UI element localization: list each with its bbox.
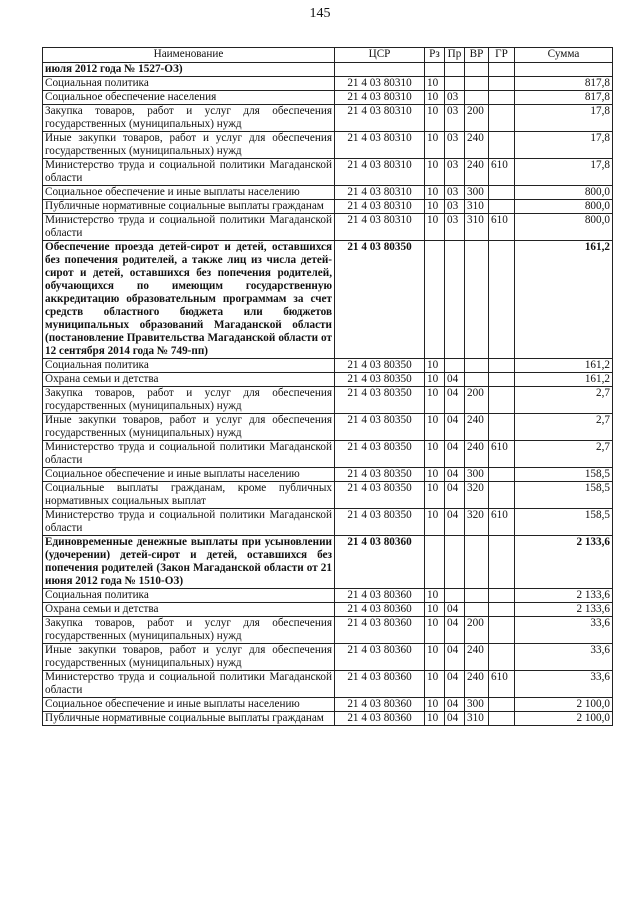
cell-pr: 03: [445, 186, 465, 200]
cell-rz: 10: [425, 214, 445, 241]
cell-vr: 300: [465, 698, 489, 712]
cell-name: Публичные нормативные социальные выплаты гражданам: [43, 200, 335, 214]
cell-csr: 21 4 03 80310: [335, 77, 425, 91]
cell-pr: 04: [445, 387, 465, 414]
cell-sum: 800,0: [515, 200, 613, 214]
cell-vr: 300: [465, 468, 489, 482]
table-row: [43, 536, 613, 589]
budget-table: [42, 47, 613, 726]
cell-gr: [489, 482, 515, 509]
cell-pr: 03: [445, 159, 465, 186]
cell-gr: [489, 77, 515, 91]
cell-name: Иные закупки товаров, работ и услуг для обеспечения государственных (муниципальных) нужд: [43, 644, 335, 671]
cell-pr: [445, 77, 465, 91]
cell-rz: 10: [425, 441, 445, 468]
table-row: [43, 482, 613, 509]
table-row: [43, 414, 613, 441]
table-row: [43, 698, 613, 712]
cell-rz: 10: [425, 468, 445, 482]
cell-csr: 21 4 03 80350: [335, 441, 425, 468]
cell-vr: 320: [465, 482, 489, 509]
cell-pr: 03: [445, 200, 465, 214]
table-row: [43, 617, 613, 644]
cell-pr: [445, 359, 465, 373]
table-row: [43, 132, 613, 159]
cell-vr: [465, 63, 489, 77]
cell-gr: 610: [489, 214, 515, 241]
table-row: [43, 186, 613, 200]
cell-rz: 10: [425, 132, 445, 159]
cell-sum: 2 100,0: [515, 698, 613, 712]
cell-csr: 21 4 03 80360: [335, 712, 425, 726]
cell-vr: 200: [465, 387, 489, 414]
cell-rz: 10: [425, 712, 445, 726]
cell-gr: [489, 468, 515, 482]
table-row: [43, 712, 613, 726]
cell-gr: [489, 105, 515, 132]
cell-csr: 21 4 03 80350: [335, 241, 425, 359]
cell-gr: 610: [489, 671, 515, 698]
cell-rz: 10: [425, 77, 445, 91]
cell-vr: 320: [465, 509, 489, 536]
cell-gr: [489, 241, 515, 359]
header-name: Наименование: [43, 48, 335, 63]
cell-pr: 03: [445, 132, 465, 159]
cell-csr: 21 4 03 80350: [335, 468, 425, 482]
cell-name: Социальное обеспечение и иные выплаты населению: [43, 186, 335, 200]
cell-pr: [445, 536, 465, 589]
cell-name: июля 2012 года № 1527-ОЗ): [43, 63, 335, 77]
cell-csr: 21 4 03 80360: [335, 603, 425, 617]
cell-csr: 21 4 03 80310: [335, 132, 425, 159]
cell-vr: [465, 91, 489, 105]
cell-pr: 04: [445, 373, 465, 387]
cell-sum: 17,8: [515, 159, 613, 186]
cell-sum: 161,2: [515, 373, 613, 387]
cell-rz: 10: [425, 91, 445, 105]
table-body: [43, 63, 613, 726]
cell-vr: 310: [465, 712, 489, 726]
cell-name: Социальное обеспечение населения: [43, 91, 335, 105]
cell-csr: 21 4 03 80350: [335, 414, 425, 441]
cell-name: Социальная политика: [43, 359, 335, 373]
cell-gr: [489, 536, 515, 589]
cell-name: Иные закупки товаров, работ и услуг для обеспечения государственных (муниципальных) нужд: [43, 132, 335, 159]
table-row: [43, 359, 613, 373]
cell-rz: 10: [425, 671, 445, 698]
cell-pr: 04: [445, 698, 465, 712]
cell-vr: [465, 603, 489, 617]
cell-pr: 04: [445, 441, 465, 468]
cell-gr: [489, 132, 515, 159]
cell-rz: 10: [425, 589, 445, 603]
cell-gr: [489, 200, 515, 214]
cell-name: Министерство труда и социальной политики Магаданской области: [43, 509, 335, 536]
cell-csr: 21 4 03 80350: [335, 387, 425, 414]
table-row: [43, 200, 613, 214]
cell-rz: [425, 63, 445, 77]
cell-gr: [489, 359, 515, 373]
cell-csr: 21 4 03 80360: [335, 617, 425, 644]
cell-rz: 10: [425, 105, 445, 132]
table-row: [43, 105, 613, 132]
cell-csr: 21 4 03 80350: [335, 482, 425, 509]
cell-sum: 800,0: [515, 214, 613, 241]
cell-pr: 04: [445, 671, 465, 698]
cell-vr: [465, 359, 489, 373]
cell-vr: [465, 536, 489, 589]
cell-pr: 04: [445, 712, 465, 726]
cell-csr: 21 4 03 80360: [335, 644, 425, 671]
table-row: [43, 214, 613, 241]
table-row: [43, 441, 613, 468]
cell-rz: 10: [425, 617, 445, 644]
cell-pr: 04: [445, 617, 465, 644]
cell-sum: 17,8: [515, 132, 613, 159]
cell-vr: [465, 589, 489, 603]
cell-vr: 240: [465, 671, 489, 698]
cell-sum: [515, 63, 613, 77]
cell-sum: 2 100,0: [515, 712, 613, 726]
cell-name: Публичные нормативные социальные выплаты гражданам: [43, 712, 335, 726]
cell-name: Министерство труда и социальной политики Магаданской области: [43, 214, 335, 241]
cell-name: Социальное обеспечение и иные выплаты населению: [43, 468, 335, 482]
cell-rz: 10: [425, 186, 445, 200]
cell-sum: 158,5: [515, 482, 613, 509]
header-csr: ЦСР: [335, 48, 425, 63]
cell-name: Обеспечение проезда детей-сирот и детей, оставшихся без попечения родителей, а также лиц из числа детей-сирот и детей, оставшихся без попечения родителей, обучающихся по имеющим государственную аккредитацию образовательным программам за счет средств областного бюджета или бюджетов муниципальных образований Магаданской области (постановление Правительства Магаданской области от 12 сентября 2014 года № 749-пп): [43, 241, 335, 359]
cell-sum: 161,2: [515, 241, 613, 359]
cell-gr: [489, 387, 515, 414]
cell-rz: 10: [425, 373, 445, 387]
cell-rz: 10: [425, 698, 445, 712]
cell-vr: 310: [465, 200, 489, 214]
cell-vr: 200: [465, 105, 489, 132]
table-row: [43, 603, 613, 617]
cell-csr: 21 4 03 80310: [335, 159, 425, 186]
cell-sum: 33,6: [515, 644, 613, 671]
table-row: [43, 644, 613, 671]
page-number: 145: [309, 6, 331, 21]
cell-pr: 04: [445, 468, 465, 482]
cell-csr: 21 4 03 80350: [335, 359, 425, 373]
cell-gr: [489, 698, 515, 712]
cell-gr: [489, 644, 515, 671]
cell-pr: [445, 63, 465, 77]
cell-sum: 2,7: [515, 441, 613, 468]
cell-csr: 21 4 03 80360: [335, 536, 425, 589]
header-rz: Рз: [425, 48, 445, 63]
table-row: [43, 63, 613, 77]
cell-csr: 21 4 03 80310: [335, 105, 425, 132]
table-row: [43, 373, 613, 387]
cell-rz: [425, 241, 445, 359]
header-pr: Пр: [445, 48, 465, 63]
table-row: [43, 159, 613, 186]
table-header-row: [43, 48, 613, 63]
cell-name: Министерство труда и социальной политики Магаданской области: [43, 441, 335, 468]
cell-pr: 04: [445, 644, 465, 671]
cell-csr: 21 4 03 80310: [335, 214, 425, 241]
table-row: [43, 589, 613, 603]
cell-gr: 610: [489, 509, 515, 536]
cell-rz: 10: [425, 359, 445, 373]
cell-vr: [465, 241, 489, 359]
cell-vr: 310: [465, 214, 489, 241]
cell-sum: 33,6: [515, 671, 613, 698]
cell-csr: 21 4 03 80310: [335, 91, 425, 105]
cell-gr: [489, 712, 515, 726]
table-row: [43, 387, 613, 414]
cell-name: Закупка товаров, работ и услуг для обеспечения государственных (муниципальных) нужд: [43, 617, 335, 644]
cell-rz: 10: [425, 644, 445, 671]
cell-gr: [489, 603, 515, 617]
cell-gr: [489, 414, 515, 441]
cell-sum: 33,6: [515, 617, 613, 644]
cell-sum: 17,8: [515, 105, 613, 132]
cell-name: Министерство труда и социальной политики Магаданской области: [43, 159, 335, 186]
cell-gr: [489, 91, 515, 105]
cell-rz: 10: [425, 414, 445, 441]
cell-name: Социальное обеспечение и иные выплаты населению: [43, 698, 335, 712]
header-vr: ВР: [465, 48, 489, 63]
cell-gr: 610: [489, 441, 515, 468]
cell-pr: 04: [445, 482, 465, 509]
cell-pr: 03: [445, 91, 465, 105]
cell-gr: [489, 617, 515, 644]
header-gr: ГР: [489, 48, 515, 63]
cell-vr: [465, 373, 489, 387]
cell-name: Социальная политика: [43, 77, 335, 91]
cell-vr: 240: [465, 644, 489, 671]
cell-name: Закупка товаров, работ и услуг для обеспечения государственных (муниципальных) нужд: [43, 387, 335, 414]
cell-sum: 2,7: [515, 387, 613, 414]
table-row: [43, 671, 613, 698]
cell-vr: 240: [465, 159, 489, 186]
cell-pr: 03: [445, 105, 465, 132]
cell-name: Охрана семьи и детства: [43, 373, 335, 387]
table-row: [43, 241, 613, 359]
cell-gr: 610: [489, 159, 515, 186]
cell-vr: 300: [465, 186, 489, 200]
cell-vr: 240: [465, 414, 489, 441]
cell-name: Охрана семьи и детства: [43, 603, 335, 617]
cell-rz: 10: [425, 603, 445, 617]
cell-rz: 10: [425, 159, 445, 186]
cell-sum: 817,8: [515, 91, 613, 105]
table-row: [43, 468, 613, 482]
cell-rz: 10: [425, 482, 445, 509]
cell-sum: 817,8: [515, 77, 613, 91]
cell-rz: 10: [425, 200, 445, 214]
table-row: [43, 509, 613, 536]
header-sum: Сумма: [515, 48, 613, 63]
cell-name: Министерство труда и социальной политики Магаданской области: [43, 671, 335, 698]
cell-sum: 2 133,6: [515, 536, 613, 589]
cell-vr: 240: [465, 441, 489, 468]
cell-pr: 03: [445, 214, 465, 241]
cell-sum: 158,5: [515, 509, 613, 536]
cell-pr: 04: [445, 509, 465, 536]
cell-pr: [445, 589, 465, 603]
cell-csr: 21 4 03 80360: [335, 698, 425, 712]
cell-name: Закупка товаров, работ и услуг для обеспечения государственных (муниципальных) нужд: [43, 105, 335, 132]
cell-sum: 2,7: [515, 414, 613, 441]
cell-rz: 10: [425, 387, 445, 414]
table-row: [43, 91, 613, 105]
cell-vr: [465, 77, 489, 91]
cell-csr: 21 4 03 80350: [335, 373, 425, 387]
cell-name: Социальные выплаты гражданам, кроме публичных нормативных социальных выплат: [43, 482, 335, 509]
cell-rz: 10: [425, 509, 445, 536]
cell-sum: 2 133,6: [515, 603, 613, 617]
cell-gr: [489, 186, 515, 200]
cell-pr: [445, 241, 465, 359]
cell-name: Единовременные денежные выплаты при усыновлении (удочерении) детей-сирот и детей, оставшихся без попечения родителей (Закон Магаданской области от 21 июня 2012 года № 1510-ОЗ): [43, 536, 335, 589]
cell-sum: 2 133,6: [515, 589, 613, 603]
cell-gr: [489, 63, 515, 77]
table-row: [43, 77, 613, 91]
cell-csr: 21 4 03 80310: [335, 186, 425, 200]
cell-vr: 200: [465, 617, 489, 644]
cell-gr: [489, 589, 515, 603]
cell-csr: 21 4 03 80360: [335, 671, 425, 698]
cell-sum: 800,0: [515, 186, 613, 200]
cell-rz: [425, 536, 445, 589]
cell-sum: 161,2: [515, 359, 613, 373]
cell-vr: 240: [465, 132, 489, 159]
cell-sum: 158,5: [515, 468, 613, 482]
cell-csr: [335, 63, 425, 77]
cell-gr: [489, 373, 515, 387]
cell-pr: 04: [445, 414, 465, 441]
cell-name: Социальная политика: [43, 589, 335, 603]
cell-csr: 21 4 03 80360: [335, 589, 425, 603]
cell-pr: 04: [445, 603, 465, 617]
cell-name: Иные закупки товаров, работ и услуг для обеспечения государственных (муниципальных) нужд: [43, 414, 335, 441]
cell-csr: 21 4 03 80310: [335, 200, 425, 214]
cell-csr: 21 4 03 80350: [335, 509, 425, 536]
